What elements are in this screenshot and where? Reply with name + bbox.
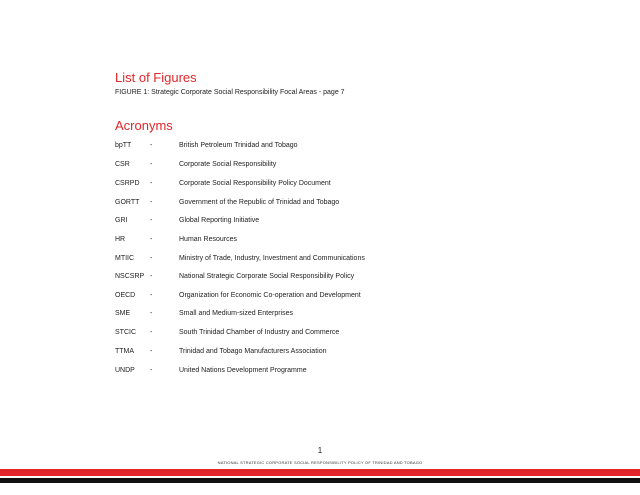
acronym-row [115,199,515,209]
acronym-row [115,255,515,265]
acronym-abbr: CSRPD [115,180,140,187]
acronym-row [115,180,515,190]
footer-red-band [0,469,640,476]
acronym-row [115,236,515,246]
acronym-row [115,217,515,227]
acronym-definition: Ministry of Trade, Industry, Investment and Communications [179,255,365,262]
acronym-definition: Global Reporting Initiative [179,217,260,224]
acronym-abbr: UNDP [115,367,135,374]
acronym-dash: - [150,348,153,355]
acronym-dash: - [150,161,153,168]
acronym-abbr: OECD [115,292,136,299]
footer-text: NATIONAL STRATEGIC CORPORATE SOCIAL RESPONSIBILITY POLICY OF TRINIDAD AND TOBAGO [217,460,423,465]
acronyms-heading: Acronyms [115,118,173,133]
acronym-row [115,273,515,283]
acronym-row [115,348,515,358]
acronym-row [115,161,515,171]
acronym-definition: Trinidad and Tobago Manufacturers Association [179,348,327,355]
acronym-definition: Corporate Social Responsibility Policy Document [179,180,331,187]
acronym-abbr: GORTT [115,199,140,206]
acronym-abbr: bpTT [115,142,132,149]
acronym-definition: Organization for Economic Co-operation and Development [179,292,361,299]
acronym-abbr: SME [115,310,131,317]
acronym-definition: National Strategic Corporate Social Responsibility Policy [179,273,355,280]
acronym-row [115,310,515,320]
acronym-dash: - [150,329,153,336]
acronym-dash: - [150,367,153,374]
acronym-definition: Small and Medium-sized Enterprises [179,310,293,317]
acronym-dash: - [150,180,153,187]
acronym-row [115,292,515,302]
acronym-dash: - [150,236,153,243]
acronym-abbr: CSR [115,161,130,168]
acronym-dash: - [150,142,153,149]
acronym-abbr: GRI [115,217,128,224]
acronym-dash: - [150,255,153,262]
acronym-row [115,367,515,377]
acronym-definition: Human Resources [179,236,237,243]
figure-entry: FIGURE 1: Strategic Corporate Social Responsibility Focal Areas - page 7 [115,89,345,96]
acronym-definition: British Petroleum Trinidad and Tobago [179,142,298,149]
footer-black-band [0,478,640,483]
acronym-definition: South Trinidad Chamber of Industry and Commerce [179,329,340,336]
page-number: 1 [317,446,323,455]
acronym-row [115,142,515,152]
acronym-abbr: NSCSRP [115,273,145,280]
acronym-definition: Government of the Republic of Trinidad and Tobago [179,199,340,206]
acronym-dash: - [150,310,153,317]
acronym-definition: United Nations Development Programme [179,367,307,374]
acronym-abbr: STCIC [115,329,136,336]
acronym-abbr: TTMA [115,348,135,355]
acronym-definition: Corporate Social Responsibility [179,161,277,168]
list-of-figures-heading: List of Figures [115,70,197,85]
acronym-dash: - [150,273,153,280]
acronym-row [115,329,515,339]
acronym-dash: - [150,217,153,224]
acronym-abbr: MTIIC [115,255,135,262]
acronym-dash: - [150,292,153,299]
acronym-dash: - [150,199,153,206]
acronym-abbr: HR [115,236,126,243]
